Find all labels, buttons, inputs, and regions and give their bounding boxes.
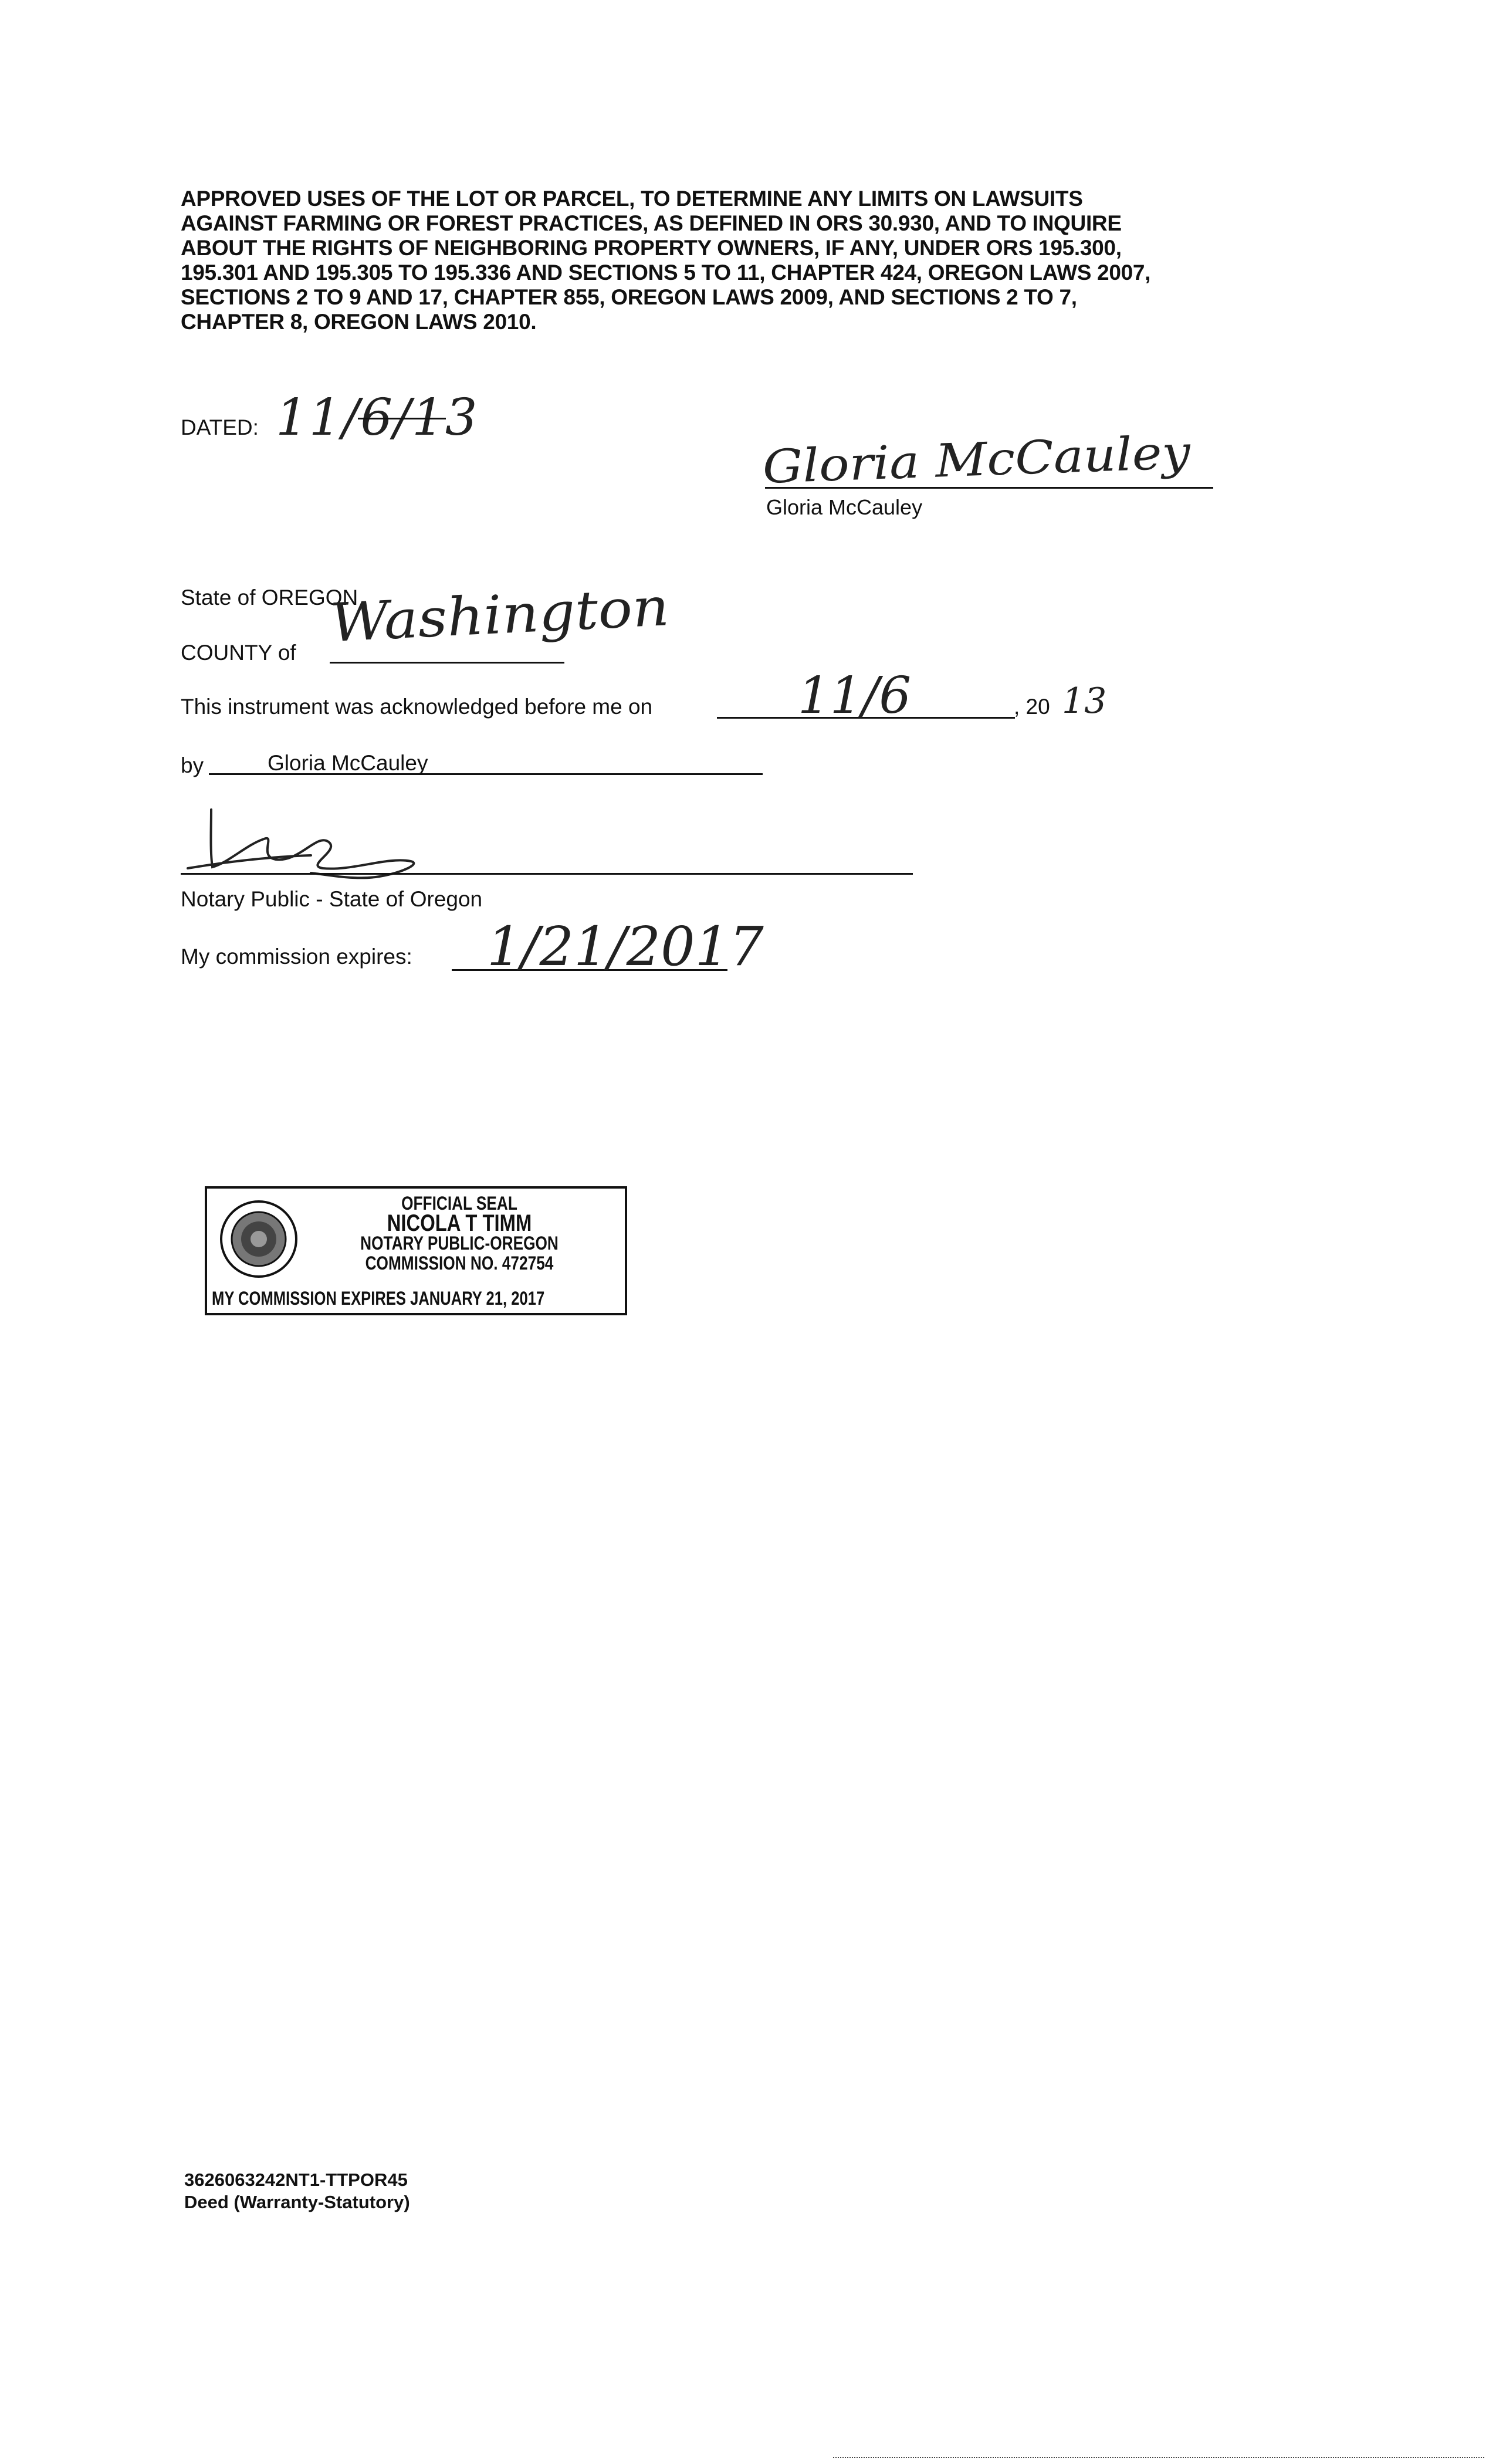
notary-label: Notary Public - State of Oregon: [181, 887, 483, 911]
seal-title: OFFICIAL SEAL: [401, 1193, 517, 1214]
seal-expiration: MY COMMISSION EXPIRES JANUARY 21, 2017: [212, 1288, 545, 1309]
state-seal-emblem-icon: [218, 1198, 300, 1280]
signer-signature: Gloria McCauley: [761, 426, 1192, 494]
instrument-text: This instrument was acknowledged before me on: [181, 695, 653, 719]
seal-text: [324, 1193, 594, 1273]
signer-printed-name: Gloria McCauley: [766, 495, 923, 519]
dated-label: DATED:: [181, 415, 259, 439]
signature-line: [765, 487, 1213, 489]
official-seal-stamp: [205, 1186, 627, 1315]
year-handwritten: 13: [1062, 681, 1107, 722]
document-footer: [184, 2169, 410, 2213]
commission-label: My commission expires:: [181, 945, 412, 969]
seal-notary-state: NOTARY PUBLIC-OREGON: [360, 1233, 559, 1254]
paragraph-line: APPROVED USES OF THE LOT OR PARCEL, TO DETERMINE ANY LIMITS ON LAWSUITS: [181, 187, 1083, 211]
seal-notary-name: NICOLA T TIMM: [387, 1210, 532, 1236]
seal-commission-number: COMMISSION NO. 472754: [365, 1253, 554, 1274]
paragraph-line: ABOUT THE RIGHTS OF NEIGHBORING PROPERTY OWNERS, IF ANY, UNDER ORS 195.300,: [181, 236, 1122, 260]
year-prefix: , 20: [1014, 695, 1050, 719]
dated-handwritten: 11/6/13: [276, 388, 479, 447]
paragraph-line: SECTIONS 2 TO 9 AND 17, CHAPTER 855, OREGON LAWS 2009, AND SECTIONS 2 TO 7,: [181, 285, 1077, 309]
statutory-paragraph: [181, 187, 1331, 334]
ack-date-handwritten: 11/6: [798, 666, 912, 725]
paragraph-line: 195.301 AND 195.305 TO 195.336 AND SECTIONS 5 TO 11, CHAPTER 424, OREGON LAWS 2007,: [181, 260, 1151, 285]
by-label: by: [181, 753, 204, 777]
footer-reference: 3626063242NT1-TTPOR45: [184, 2169, 408, 2190]
footer-doc-type: Deed (Warranty-Statutory): [184, 2192, 410, 2212]
scan-edge-line: [833, 2457, 1484, 2458]
county-handwritten: Washington: [329, 576, 671, 654]
paragraph-line: CHAPTER 8, OREGON LAWS 2010.: [181, 310, 537, 334]
dated-underline: [358, 418, 446, 419]
state-label: State of OREGON: [181, 585, 358, 610]
county-label: COUNTY of: [181, 641, 296, 665]
paragraph-line: AGAINST FARMING OR FOREST PRACTICES, AS DEFINED IN ORS 30.930, AND TO INQUIRE: [181, 211, 1122, 235]
county-underline: [330, 662, 564, 664]
commission-handwritten: 1/21/2017: [487, 915, 764, 978]
notary-signature-line: [181, 873, 913, 875]
by-name: Gloria McCauley: [268, 751, 428, 775]
